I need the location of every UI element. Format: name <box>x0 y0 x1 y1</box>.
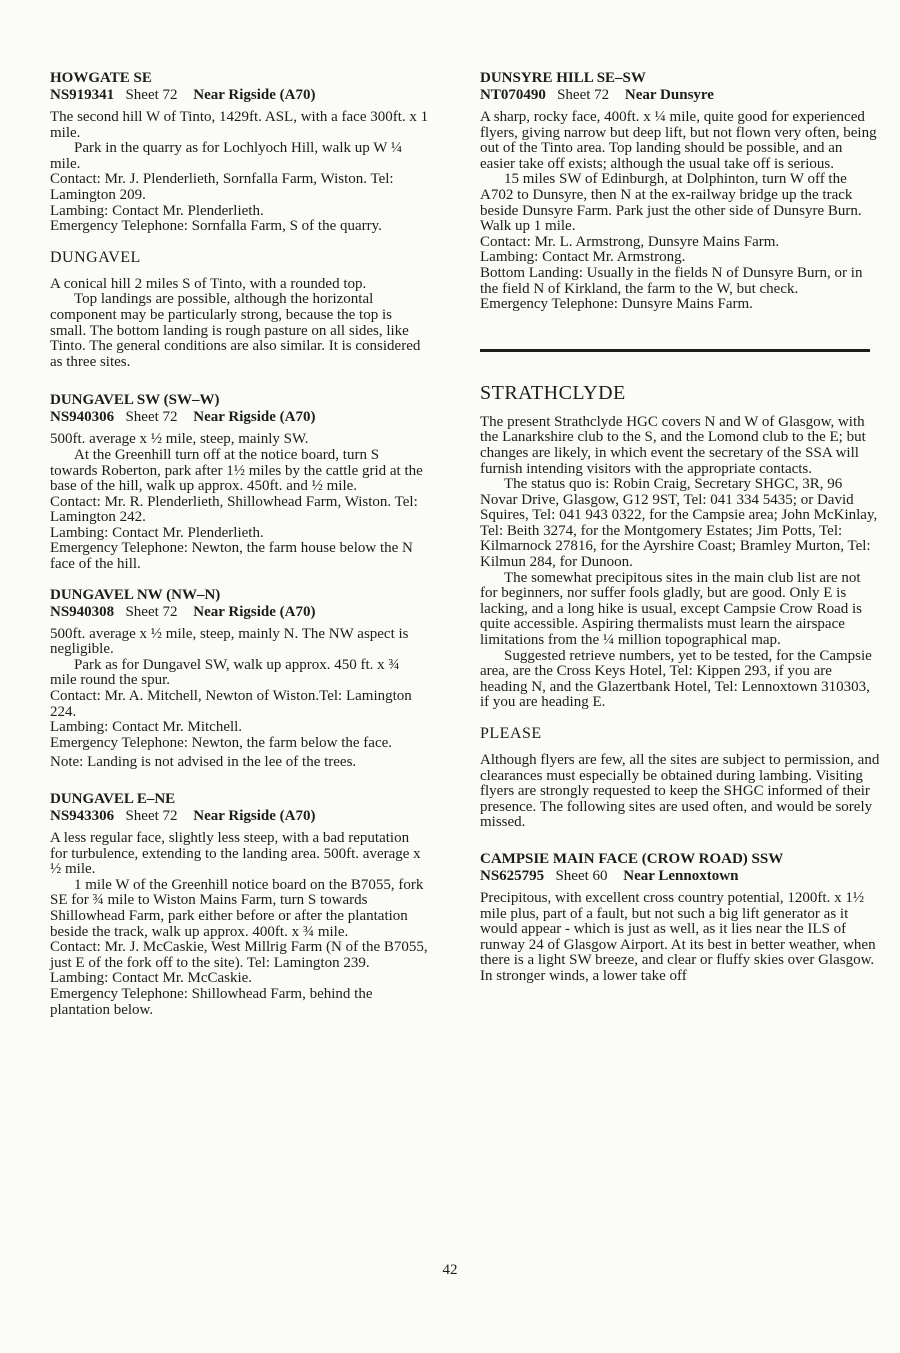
note: Note: Landing is not advised in the lee of the trees. <box>50 754 357 771</box>
contact: Contact: Mr. J. McCaskie, West Millrig Farm (N of the B7055, just E of the fork off to the site). Tel: Lamington 239. <box>50 939 428 971</box>
section-title-please: PLEASE <box>480 725 542 742</box>
bottom-landing: Bottom Landing: Usually in the fields N of Dunsyre Burn, or in the field N of Kirkland, the farm to the W, but check. <box>480 264 863 297</box>
emergency-telephone: Emergency Telephone: Shillowhead Farm, behind the plantation below. <box>50 985 373 1018</box>
site-heading <box>50 791 430 825</box>
strathclyde-intro <box>480 415 880 711</box>
section-title-dungavel: DUNGAVEL <box>50 248 141 266</box>
site-name: DUNGAVEL SW (SW–W) <box>50 392 220 409</box>
emergency-telephone: Emergency Telephone: Dunsyre Mains Farm. <box>480 296 753 313</box>
grid-ref: NT070490 <box>480 87 546 103</box>
sheet: Sheet 72 <box>557 87 610 103</box>
site-dunsyre-hill <box>480 70 880 313</box>
paragraph: 500ft. average x ½ mile, steep, mainly SW. <box>50 431 309 448</box>
site-howgate-se <box>50 70 430 235</box>
contact: Contact: Mr. L. Armstrong, Dunsyre Mains Farm. <box>480 233 780 250</box>
site-campsie-main-face <box>480 851 880 985</box>
paragraph: A sharp, rocky face, 400ft. x ¼ mile, quite good for experienced flyers, giving narrow but deep lift, but not flown very often, being out of the Tinto area. Top landing should be possible, and an easier take off exists; although the usual take off is serious. <box>480 109 877 172</box>
near: Near Rigside (A70) <box>193 603 316 620</box>
paragraph: Although flyers are few, all the sites are subject to permission, and clearances must especially be obtained during lambing. Visiting flyers are strongly requested to keep the SHGC informed of their presence. The following sites are used often, and would be sorely missed. <box>480 752 880 831</box>
paragraph: Park as for Dungavel SW, walk up approx. 450 ft. x ¾ mile round the spur. <box>50 656 400 689</box>
sheet: Sheet 72 <box>125 409 178 426</box>
paragraph: A conical hill 2 miles S of Tinto, with a rounded top. <box>50 275 367 292</box>
site-heading <box>480 851 880 885</box>
site-name: HOWGATE SE <box>50 70 152 86</box>
site-name: DUNGAVEL E–NE <box>50 791 176 807</box>
grid-ref: NS625795 <box>480 867 545 884</box>
paragraph: 500ft. average x ½ mile, steep, mainly N. The NW aspect is negligible. <box>50 625 409 658</box>
paragraph: At the Greenhill turn off at the notice board, turn S towards Roberton, park after 1½ miles by the cattle grid at the base of the hill, walk up approx. 450ft. and ½ mile. <box>50 446 423 495</box>
near: Near Lennoxtown <box>623 867 739 884</box>
site-dungavel-nw <box>50 587 430 771</box>
paragraph: The second hill W of Tinto, 1429ft. ASL, with a face 300ft. x 1 mile. <box>50 109 429 141</box>
grid-ref: NS940308 <box>50 603 115 620</box>
site-heading <box>50 70 430 104</box>
site-dungavel-ene <box>50 791 430 1018</box>
site-reference <box>480 868 880 885</box>
paragraph: Top landings are possible, although the horizontal component may be particularly strong, because the top is small. The bottom landing is rough pasture on all sides, like Tinto. The general conditions are also similar. It is considered as three sites. <box>50 291 421 370</box>
grid-ref: NS919341 <box>50 87 115 103</box>
sheet: Sheet 72 <box>125 603 178 620</box>
near: Near Rigside (A70) <box>193 87 316 103</box>
contact: Contact: Mr. A. Mitchell, Newton of Wiston.Tel: Lamington 224. <box>50 688 412 720</box>
lambing: Lambing: Contact Mr. Armstrong. <box>480 249 686 266</box>
emergency-telephone: Emergency Telephone: Newton, the farm house below the N face of the hill. <box>50 540 413 573</box>
paragraph: Suggested retrieve numbers, yet to be tested, for the Campsie area, are the Cross Keys Hotel, Tel: Kippen 293, if you are heading N, and the Glazertbank Hotel, Tel: Lennoxtown 310303, if you are heading E. <box>480 647 872 711</box>
please-notice <box>480 753 880 831</box>
paragraph: The somewhat precipitous sites in the main club list are not for beginners, nor suffer fools gladly, but are good. Only E is lacking, and a long hike is usual, except Campsie Crow Road is quite accessible. Aspiring thermalists must learn the airspace limitations from the ¼ million topographical map. <box>480 569 863 649</box>
sheet: Sheet 72 <box>125 87 178 103</box>
lambing: Lambing: Contact Mr. Mitchell. <box>50 719 243 736</box>
site-reference <box>50 87 430 104</box>
site-reference <box>50 808 430 825</box>
site-name: DUNSYRE HILL SE–SW <box>480 70 646 86</box>
site-heading <box>50 392 430 426</box>
sheet: Sheet 60 <box>555 867 608 884</box>
grid-ref: NS943306 <box>50 808 115 824</box>
paragraph: A less regular face, slightly less steep, with a bad reputation for turbulence, extending to the landing area. 500ft. average x ½ mile. <box>50 830 421 878</box>
contact: Contact: Mr. R. Plenderlieth, Shillowhead Farm, Wiston. Tel: Lamington 242. <box>50 493 418 526</box>
paragraph: Precipitous, with excellent cross country potential, 1200ft. x 1½ mile plus, part of a fault, but not such a big lift generator as it would appear - which is just as well, as it lies near the ILS of runway 24 of Glasgow Airport. At its best in better weather, when there is a light SW breeze, and clear or fluffy skies over Glasgow. In stronger winds, a lower take off <box>480 889 876 984</box>
page-number: 42 <box>442 1262 458 1278</box>
site-reference <box>480 87 880 104</box>
contact: Contact: Mr. J. Plenderlieth, Sornfalla Farm, Wiston. Tel: Lamington 209. <box>50 171 394 203</box>
site-reference <box>50 604 430 621</box>
section-divider <box>480 349 870 352</box>
left-column <box>50 70 430 1028</box>
near: Near Dunsyre <box>624 87 714 103</box>
near: Near Rigside (A70) <box>193 409 316 426</box>
emergency-telephone: Emergency Telephone: Sornfalla Farm, S of the quarry. <box>50 218 382 235</box>
lambing: Lambing: Contact Mr. Plenderlieth. <box>50 524 264 541</box>
site-dungavel-sw <box>50 392 430 572</box>
lambing: Lambing: Contact Mr. Plenderlieth. <box>50 202 264 219</box>
grid-ref: NS940306 <box>50 409 115 426</box>
sheet: Sheet 72 <box>125 808 178 824</box>
paragraph: The status quo is: Robin Craig, Secretary SHGC, 3R, 96 Novar Drive, Glasgow, G12 9ST, Tel: 041 334 5435; or David Squires, Tel: 041 943 0322, for the Campsie area; John McKinlay, Tel: Beith 3274, for the Montgomery Estates; Jim Potts, Tel: Kilmarnock 27816, for the Ayrshire Coast; Bramley Murton, Tel: Kilmun 284, for Dunoon. <box>480 476 878 571</box>
emergency-telephone: Emergency Telephone: Newton, the farm below the face. <box>50 734 393 751</box>
paragraph: 1 mile W of the Greenhill notice board on the B7055, fork SE for ¾ mile to Wiston Mains Farm, turn S towards Shillowhead Farm, park either before or after the plantation beside the track, walk up approx. 400ft. x ¾ mile. <box>50 876 424 940</box>
near: Near Rigside (A70) <box>193 808 316 824</box>
paragraph: The present Strathclyde HGC covers N and W of Glasgow, with the Lanarkshire club to the S, and the Lomond club to the E; but changes are likely, in which event the secretary of the SSA will furnish intending visitors with the appropriate contacts. <box>480 413 866 477</box>
paragraph: 15 miles SW of Edinburgh, at Dolphinton, turn W off the A702 to Dunsyre, then N at the ex-railway bridge up the track beside Dunsyre Farm. Park just the other side of Dunsyre Burn. Walk up 1 mile. <box>480 171 862 235</box>
right-column <box>480 70 880 995</box>
paragraph: Park in the quarry as for Lochlyoch Hill, walk up W ¼ mile. <box>50 140 403 172</box>
site-heading <box>50 587 430 621</box>
site-heading <box>480 70 880 104</box>
site-name: CAMPSIE MAIN FACE (CROW ROAD) SSW <box>480 850 784 867</box>
site-name: DUNGAVEL NW (NW–N) <box>50 586 221 603</box>
region-title-strathclyde: STRATHCLYDE <box>480 381 626 404</box>
dungavel-intro <box>50 277 430 371</box>
lambing: Lambing: Contact Mr. McCaskie. <box>50 970 253 987</box>
site-reference <box>50 409 430 426</box>
